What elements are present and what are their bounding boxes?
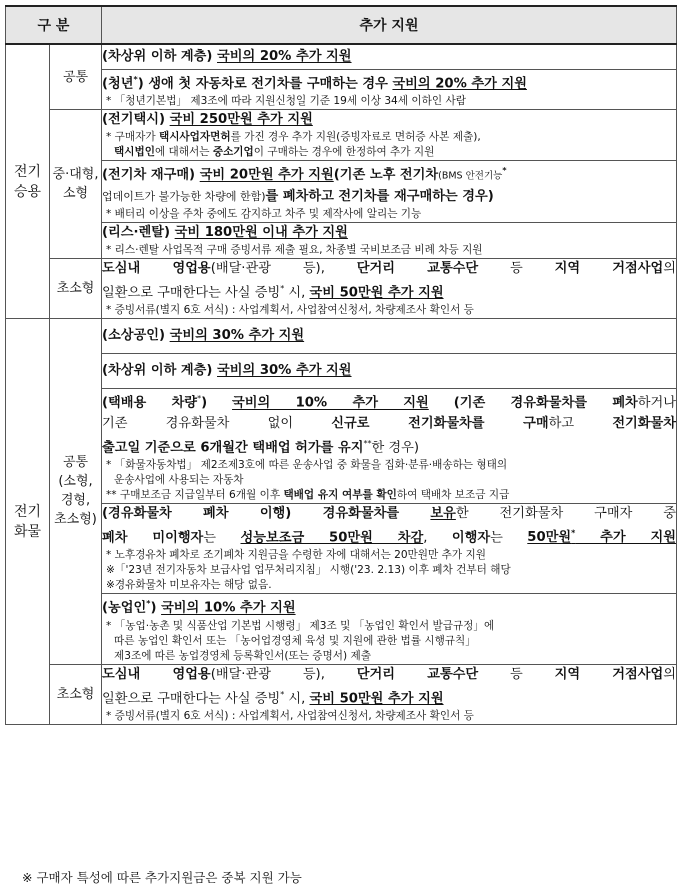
table-row <box>6 319 677 354</box>
p1-amount: 국비의 20% 추가 지원 <box>217 49 352 64</box>
table-row <box>6 161 677 222</box>
table-header-row <box>6 6 677 44</box>
table-row <box>6 70 677 110</box>
row-lease: (리스·렌탈) 국비 180만원 이내 추가 지원 * 리스·렌탈 사업목적 구매 증빙서류 제출 필요, 차종별 국비보조금 비례 차등 지원 <box>102 222 677 258</box>
row-delivery: (택배용 차량*) 국비의 10% 추가 지원 (기존 경유화물차를 폐차하거나 기존 경유화물차 없이 신규로 전기화물차를 구매하고 전기화물차 출고일 기준으로 6개월간 택배업 허가를 유지**한 경우) * 「화물자동차법」 제2조제3호에 따른 운송사업 중 화물을 집화·분류·배송하는 형태의 운송사업에 사용되는 자동차 ** 구매보조금 지급일부터 6개월 이후 택배업 유지 여부를 확인하여 택배차 보조금 지급 <box>102 389 677 504</box>
table-row <box>6 222 677 258</box>
header-category: 구 분 <box>6 6 102 44</box>
group-truck: 전기 화물 <box>6 319 50 725</box>
sub-ultra-small-truck: 초소형 <box>50 664 102 724</box>
p1-label: (차상위 이하 계층) <box>102 49 213 64</box>
row-youth: (청년*) 생애 첫 자동차로 전기차를 구매하는 경우 국비의 20% 추가 지원 * 「청년기본법」 제3조에 따라 지원신청일 기준 19세 이상 34세 이하인 사람 <box>102 70 677 110</box>
table-row <box>6 258 677 318</box>
table-row <box>6 44 677 70</box>
sub-common: 공통 <box>50 44 102 110</box>
row-repurchase: (전기차 재구매) 국비 20만원 추가 지원(기존 노후 전기차(BMS 안전기능* 업데이트가 불가능한 차량에 한함)를 폐차하고 전기차를 재구매하는 경우) * 배터리 이상을 주차 중에도 감지하고 차주 및 제작사에 알리는 기능 <box>102 161 677 222</box>
row-farmer: (농업인*) 국비의 10% 추가 지원 * 「농업·농촌 및 식품산업 기본법 시행령」 제3조 및 「농업인 확인서 발급규정」에 따른 농업인 확인서 또는 「농어업경영체 육성 및 지원에 관한 법률 시행규칙」 제3조에 따른 농업경영체 등록확인서(또는 증명서) 제출 <box>102 594 677 664</box>
row-ultra-small-truck: 도심내 영업용(배달·관광 등), 단거리 교통수단 등 지역 거점사업의 일환으로 구매한다는 사실 증빙* 시, 국비 50만원 추가 지원 * 증빙서류(별지 6호 서식) : 사업계획서, 사업참여신청서, 차량제조사 확인서 등 <box>102 664 677 724</box>
table-row <box>6 389 677 504</box>
table-row <box>6 354 677 389</box>
row-small-business: (소상공인) 국비의 30% 추가 지원 <box>102 319 677 354</box>
group-passenger: 전기 승용 <box>6 44 50 319</box>
sub-ultra-small-passenger: 초소형 <box>50 258 102 318</box>
header-support: 추가 지원 <box>102 6 677 44</box>
row-ultra-small-passenger: 도심내 영업용(배달·관광 등), 단거리 교통수단 등 지역 거점사업의 일환으로 구매한다는 사실 증빙* 시, 국비 50만원 추가 지원 * 증빙서류(별지 6호 서식) : 사업계획서, 사업참여신청서, 차량제조사 확인서 등 <box>102 258 677 318</box>
row-low-income-truck: (차상위 이하 계층) 국비의 30% 추가 지원 <box>102 354 677 389</box>
table-row <box>6 503 677 593</box>
row-low-income-passenger <box>102 44 677 70</box>
youth-note: * 「청년기본법」 제3조에 따라 지원신청일 기준 19세 이상 34세 이하인 사람 <box>106 95 466 108</box>
footnote: ※ 구매자 특성에 따른 추가지원금은 중복 지원 가능 <box>22 870 302 885</box>
table-row <box>6 594 677 664</box>
sub-truck-common: 공통 (소형, 경형, 초소형) <box>50 319 102 665</box>
table-row <box>6 664 677 724</box>
table-row <box>6 110 677 161</box>
sub-mid-large: 중·대형, 소형 <box>50 110 102 258</box>
row-taxi: (전기택시) 국비 250만원 추가 지원 * 구매자가 택시사업자면허를 가진 경우 추가 지원(증빙자료로 면허증 사본 제출), 택시법인에 대해서는 중소기업이 구매하는 경우에 한정하여 추가 지원 <box>102 110 677 161</box>
support-table <box>5 5 677 725</box>
row-diesel-scrap: (경유화물차 폐차 이행) 경유화물차를 보유한 전기화물차 구매자 중 폐차 미이행자는 성능보조금 50만원 차감, 이행자는 50만원* 추가 지원 * 노후경유차 폐차로 조기폐차 지원금을 수령한 자에 대해서는 20만원만 추가 지원 ※「'23년 전기자동차 보급사업 업무처리지침」 시행('23. 2.13) 이후 폐차 건부터 해당 ※경유화물차 미보유자는 해당 없음. <box>102 503 677 593</box>
